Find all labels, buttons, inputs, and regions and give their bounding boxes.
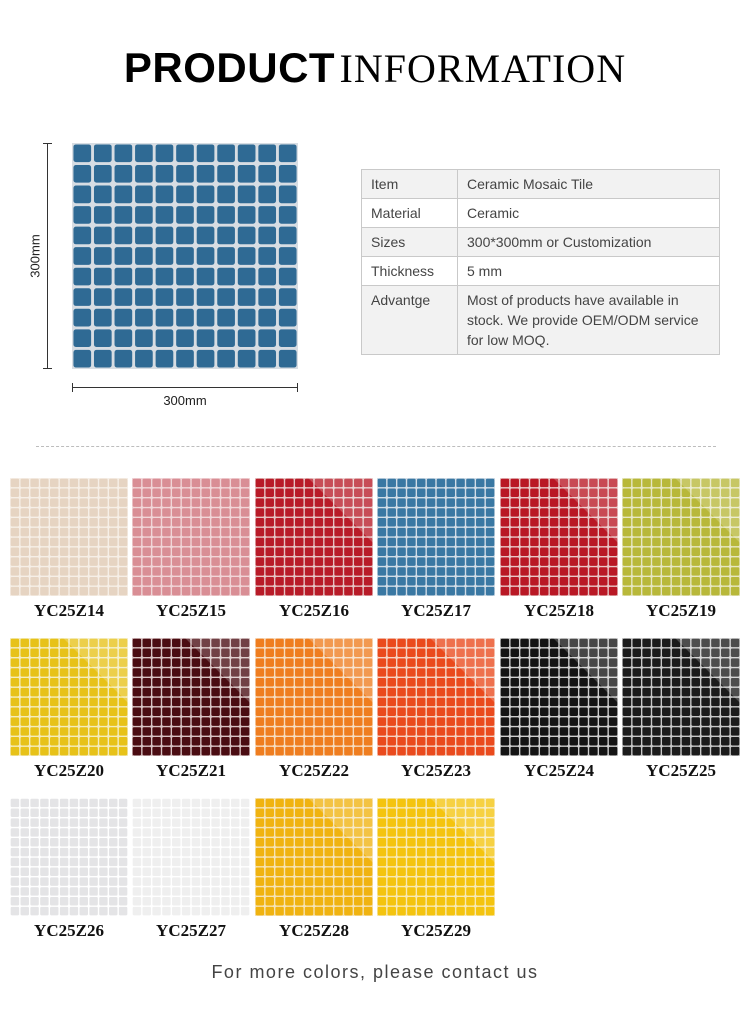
width-dimension-cap-left	[72, 383, 73, 392]
swatch-code: YC25Z22	[279, 761, 349, 780]
swatch-image	[500, 478, 618, 596]
spec-key: Material	[362, 199, 458, 228]
swatch-code: YC25Z21	[156, 761, 226, 780]
swatch-code: YC25Z18	[524, 601, 594, 620]
spec-value: 300*300mm or Customization	[458, 228, 720, 257]
swatch-image	[377, 638, 495, 756]
swatch-image	[377, 798, 495, 916]
spec-key: Advantge	[362, 286, 458, 355]
spec-value: 5 mm	[458, 257, 720, 286]
swatch-image	[132, 478, 250, 596]
width-dimension-cap-right	[297, 383, 298, 392]
swatch-image	[10, 798, 128, 916]
width-label: 300mm	[163, 393, 207, 408]
height-label: 300mm	[27, 234, 43, 278]
title-light: INFORMATION	[339, 46, 627, 91]
swatch-card[interactable]	[10, 798, 128, 941]
height-dimension-cap-bottom	[43, 368, 52, 369]
swatch-card[interactable]	[132, 638, 250, 781]
spec-row-sizes	[362, 228, 720, 257]
spec-row-item	[362, 170, 720, 199]
spec-value: Ceramic	[458, 199, 720, 228]
swatch-card[interactable]	[10, 478, 128, 621]
spec-row-thickness	[362, 257, 720, 286]
section-divider	[36, 446, 716, 447]
swatch-image	[500, 638, 618, 756]
swatch-code: YC25Z26	[34, 921, 104, 940]
swatch-code: YC25Z29	[401, 921, 471, 940]
swatch-card[interactable]	[132, 798, 250, 941]
swatch-card[interactable]	[622, 638, 740, 781]
swatch-image	[377, 478, 495, 596]
page-title	[0, 44, 750, 92]
swatch-image	[255, 798, 373, 916]
spec-key: Thickness	[362, 257, 458, 286]
contact-note: For more colors, please contact us	[211, 962, 539, 982]
swatch-image	[255, 638, 373, 756]
swatch-code: YC25Z14	[34, 601, 104, 620]
swatch-card[interactable]	[10, 638, 128, 781]
spec-key: Sizes	[362, 228, 458, 257]
spec-row-material	[362, 199, 720, 228]
swatch-image	[10, 638, 128, 756]
swatch-code: YC25Z17	[401, 601, 471, 620]
swatch-code: YC25Z19	[646, 601, 716, 620]
swatch-image	[132, 798, 250, 916]
title-bold: PRODUCT	[123, 44, 336, 91]
swatch-code: YC25Z25	[646, 761, 716, 780]
swatch-card[interactable]	[622, 478, 740, 621]
swatch-image	[622, 638, 740, 756]
swatch-code: YC25Z23	[401, 761, 471, 780]
swatch-image	[622, 478, 740, 596]
swatch-card[interactable]	[500, 638, 618, 781]
swatch-code: YC25Z15	[156, 601, 226, 620]
swatch-card[interactable]	[377, 798, 495, 941]
spec-row-advantage	[362, 286, 720, 355]
swatch-card[interactable]	[255, 638, 373, 781]
swatch-card[interactable]	[132, 478, 250, 621]
swatch-code: YC25Z20	[34, 761, 104, 780]
swatch-code: YC25Z27	[156, 921, 226, 940]
swatch-code: YC25Z24	[524, 761, 594, 780]
swatch-card[interactable]	[255, 798, 373, 941]
swatch-code: YC25Z16	[279, 601, 349, 620]
swatch-image	[132, 638, 250, 756]
spec-value: Ceramic Mosaic Tile	[458, 170, 720, 199]
swatch-image	[10, 478, 128, 596]
spec-key: Item	[362, 170, 458, 199]
swatch-code: YC25Z28	[279, 921, 349, 940]
swatch-card[interactable]	[377, 478, 495, 621]
spec-value: Most of products have available in stock. We provide OEM/ODM service for low MOQ.	[458, 286, 720, 355]
height-dimension-cap-top	[43, 143, 52, 144]
width-dimension-line	[72, 387, 298, 388]
spec-table	[361, 169, 720, 355]
swatch-card[interactable]	[500, 478, 618, 621]
swatch-card[interactable]	[377, 638, 495, 781]
swatch-card[interactable]	[255, 478, 373, 621]
sample-tile-image	[72, 143, 298, 369]
swatch-image	[255, 478, 373, 596]
height-dimension-line	[47, 143, 48, 369]
